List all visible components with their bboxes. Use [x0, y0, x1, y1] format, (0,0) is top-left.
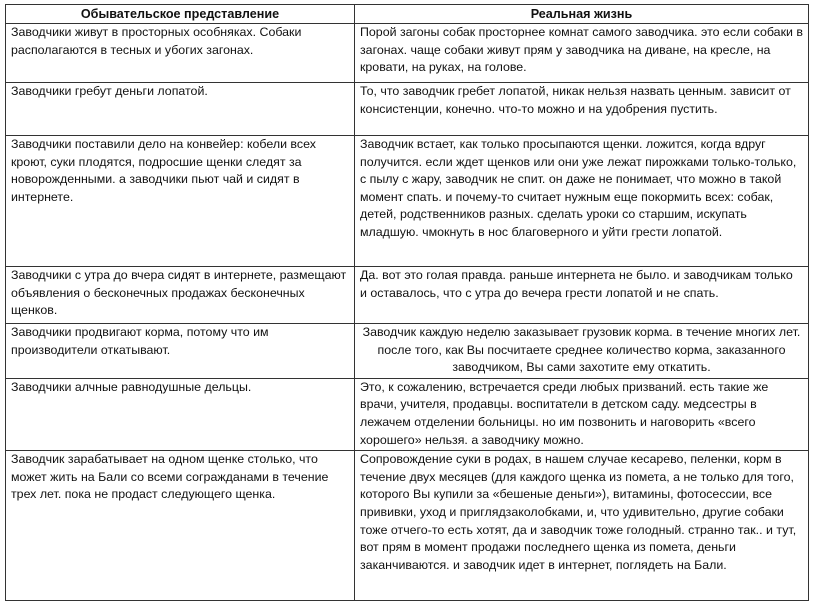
reality-cell: Да. вот это голая правда. раньше интернета не было. и заводчикам только и оставалось, что с утра до вечера грести лопатой и не спать. [355, 267, 809, 324]
myth-cell: Заводчики с утра до вчера сидят в интернете, размещают объявления о бесконечных продажах бесконечных щенков. [6, 267, 355, 324]
myth-cell: Заводчики поставили дело на конвейер: кобели всех кроют, суки плодятся, подросшие щенки следят за новорожденными. а заводчики пьют чай и сидят в интернете. [6, 136, 355, 267]
table-row [6, 24, 809, 83]
comparison-table [5, 4, 809, 601]
table-row [6, 451, 809, 601]
table-header-row [6, 5, 809, 24]
reality-cell: Сопровождение суки в родах, в нашем случае кесарево, пеленки, корм в течение двух месяцев (для каждого щенка из помета, а не только для того, которого Вы купили за «бешеные деньги»), витамины, фотосессии, все прививки, уход и приглядзаколобками, и, что удивительно, другие собаки тоже отчего-то есть хотят, да и заводчик тоже голодный. странно так.. и тут, вот прям в момент продажи последнего щенка из помета, деньги заканчиваются. и заводчик идет в интернет, поглядеть на Бали. [355, 451, 809, 601]
myth-cell: Заводчик зарабатывает на одном щенке столько, что может жить на Бали со всеми согражданами в течение трех лет. пока не продаст следующего щенка. [6, 451, 355, 601]
table-row [6, 267, 809, 324]
reality-cell: Это, к сожалению, встречается среди любых призваний. есть такие же врачи, учителя, продавцы. воспитатели в детском саду. медсестры в лежачем отделении больницы. но им позвонить и наговорить «всего хорошего» нельзя. а заводчику можно. [355, 378, 809, 450]
reality-cell: Заводчик каждую неделю заказывает грузовик корма. в течение многих лет. после того, как Вы посчитаете среднее количество корма, заказанного заводчиком, Вы сами захотите ему откатить. [355, 324, 809, 379]
myth-cell: Заводчики алчные равнодушные дельцы. [6, 378, 355, 450]
table-row [6, 136, 809, 267]
reality-cell: Порой загоны собак просторнее комнат самого заводчика. это если собаки в загонах. чаще собаки живут прям у заводчика на диване, на кресле, на кровати, на руках, на голове. [355, 24, 809, 83]
column-header-common-view: Обывательское представление [6, 5, 355, 24]
table-row [6, 378, 809, 450]
myth-cell: Заводчики гребут деньги лопатой. [6, 83, 355, 136]
table-row [6, 324, 809, 379]
column-header-real-life: Реальная жизнь [355, 5, 809, 24]
reality-cell: То, что заводчик гребет лопатой, никак нельзя назвать ценным. зависит от консистенции, конечно. что-то можно и на удобрения пустить. [355, 83, 809, 136]
table-row [6, 83, 809, 136]
myth-cell: Заводчики живут в просторных особняках. Собаки располагаются в тесных и убогих загонах. [6, 24, 355, 83]
myth-cell: Заводчики продвигают корма, потому что им производители откатывают. [6, 324, 355, 379]
reality-cell: Заводчик встает, как только просыпаются щенки. ложится, когда вдруг получится. если ждет щенков или они уже лежат пирожками только-только, с пылу с жару, заводчик не спит. он даже не понимает, что можно в такой момент спать. и почему-то считает нужным еще покормить всех: собак, детей, родственников разных. сделать уроки со старшим, искупать младшую. чмокнуть в нос благоверного и уйти грести лопатой. [355, 136, 809, 267]
